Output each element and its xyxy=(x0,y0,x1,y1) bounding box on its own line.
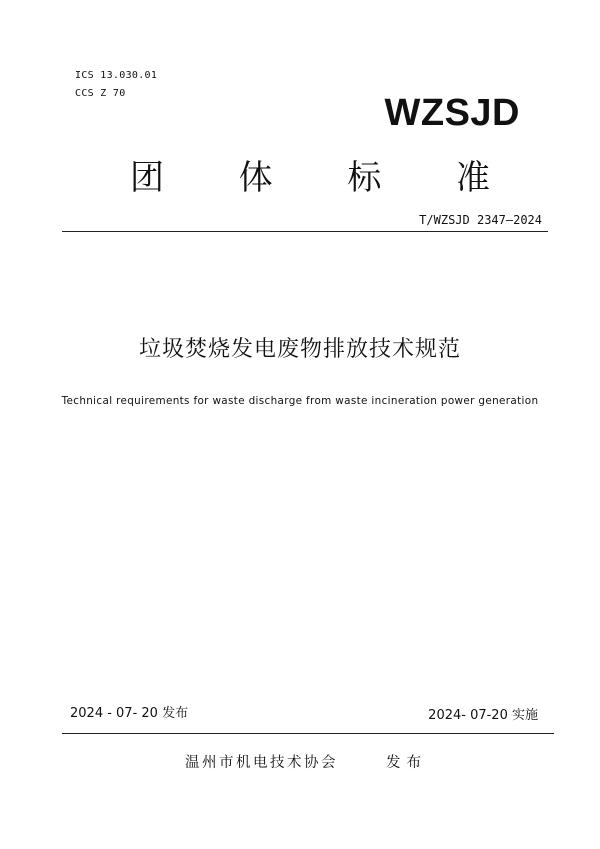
standard-type-char-1: 团 xyxy=(130,158,164,198)
organization-code: WZSJD xyxy=(384,92,520,134)
ccs-code: CCS Z 70 xyxy=(75,88,126,99)
document-title-english: Technical requirements for waste discharge from waste incineration power generation xyxy=(61,395,539,407)
publish-label: 发布 xyxy=(386,755,427,771)
standard-type-char-2: 体 xyxy=(238,158,273,198)
standard-type-char-3: 标 xyxy=(347,158,382,198)
document-title-chinese: 垃圾焚烧发电废物排放技术规范 xyxy=(138,337,461,362)
issue-date: 2024 - 07- 20 发布 xyxy=(70,706,189,721)
standard-type-heading xyxy=(130,150,490,199)
top-divider xyxy=(62,231,548,232)
publisher-name: 温州市机电技术协会 xyxy=(185,755,338,771)
standard-number: T/WZSJD 2347—2024 xyxy=(419,213,542,227)
implementation-date: 2024- 07-20 实施 xyxy=(428,708,538,723)
ics-code: ICS 13.030.01 xyxy=(75,70,158,81)
standard-type-char-4: 准 xyxy=(455,158,490,198)
bottom-divider xyxy=(62,733,554,734)
